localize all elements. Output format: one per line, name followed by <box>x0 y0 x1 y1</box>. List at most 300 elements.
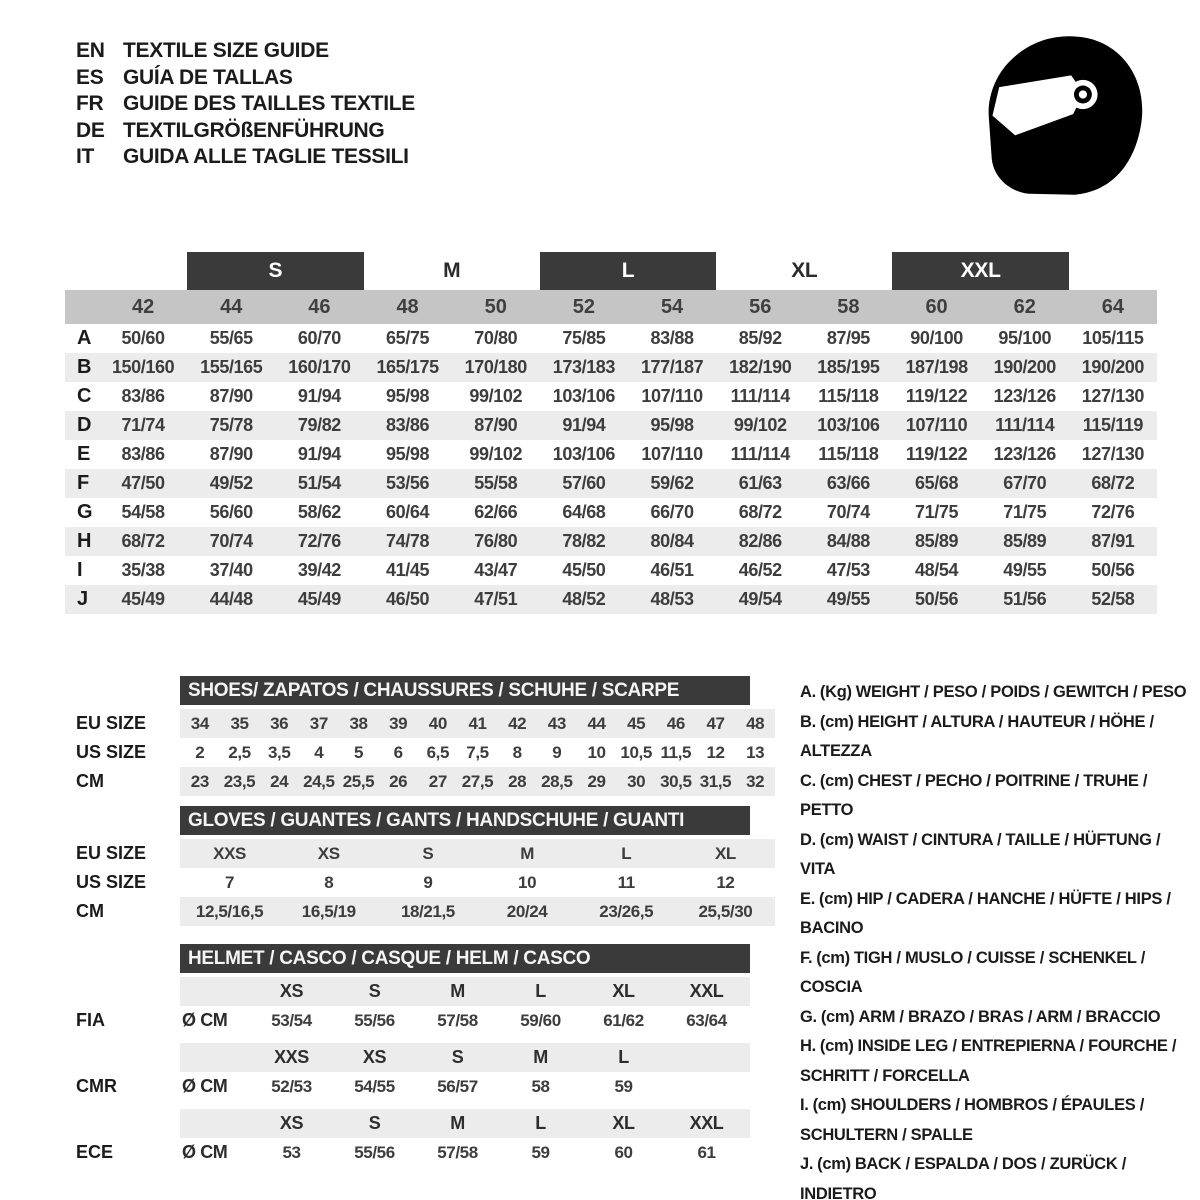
shoes-row <box>65 767 775 796</box>
helmet-size: XS <box>279 1113 304 1133</box>
gloves-values <box>180 868 775 897</box>
size-group-m: M <box>443 259 461 282</box>
legend-key: F. <box>800 948 813 967</box>
cell-value: 61/62 <box>603 1010 644 1030</box>
gloves-section-title: GLOVES / GUANTES / GANTS / HANDSCHUHE / GUANTI <box>180 806 750 835</box>
row-letter: F <box>77 472 90 494</box>
gloves-table <box>65 806 775 926</box>
cell-value: 45 <box>627 713 646 733</box>
legend-text: WAIST / CINTURA / TAILLE / HÜFTUNG / VITA <box>800 830 1161 878</box>
cell-value: 49/55 <box>1003 560 1047 580</box>
cell-value: M <box>520 843 534 863</box>
cell-value: 85/89 <box>915 531 959 551</box>
cell-value: 46/51 <box>650 560 694 580</box>
helmet-size: M <box>450 981 465 1001</box>
diameter-unit: Ø CM <box>182 1142 228 1162</box>
helmet-size-band-row <box>65 1043 750 1072</box>
language-code: IT <box>76 145 95 168</box>
cell-value: 84/88 <box>826 531 870 551</box>
cell-value: 71/75 <box>1003 502 1047 522</box>
cell-value: 85/89 <box>1003 531 1047 551</box>
cell-value: 60/64 <box>386 502 430 522</box>
helmet-size: S <box>368 981 381 1001</box>
language-title: GUIDA ALLE TAGLIE TESSILI <box>123 145 409 168</box>
language-row <box>76 65 415 92</box>
cell-value: 25,5/30 <box>698 901 753 921</box>
cell-value: 107/110 <box>641 386 703 406</box>
cell-value: 52/58 <box>1091 589 1135 609</box>
helmet-size-band <box>180 977 750 1006</box>
cell-value: 99/102 <box>469 444 523 464</box>
numeric-size: 54 <box>660 295 684 318</box>
cell-value: 80/84 <box>650 531 694 551</box>
cell-value: 190/200 <box>993 357 1056 377</box>
cell-value: 16,5/19 <box>301 901 356 921</box>
cell-value: 3,5 <box>267 742 291 762</box>
table-row <box>65 498 1157 527</box>
cell-value: 107/110 <box>905 415 968 435</box>
cell-value: 12 <box>716 872 735 892</box>
cell-value: 61/63 <box>738 473 782 493</box>
cell-value: 12,5/16,5 <box>195 901 264 921</box>
legend-unit: (cm) <box>819 712 854 731</box>
language-row <box>76 91 415 118</box>
cell-value: 87/90 <box>474 415 518 435</box>
cell-value: 54/55 <box>354 1076 395 1096</box>
cell-value: 58/62 <box>297 502 341 522</box>
language-title: GUÍA DE TALLAS <box>123 65 293 89</box>
shoes-row <box>65 709 775 738</box>
legend-unit: (cm) <box>812 1096 847 1114</box>
language-title: GUIDE DES TAILLES TEXTILE <box>123 92 415 115</box>
legend-unit: (cm) <box>819 830 854 849</box>
table-row <box>65 382 1157 411</box>
table-row <box>65 527 1157 556</box>
row-label: EU SIZE <box>76 713 147 733</box>
size-group-xxl: XXL <box>892 252 1068 290</box>
cell-value: 27 <box>428 771 447 791</box>
cell-value: 57/60 <box>562 473 606 493</box>
cell-value: 90/100 <box>910 328 963 348</box>
numeric-size: 58 <box>837 295 860 318</box>
helmet-value-row <box>65 1006 750 1035</box>
cell-value: 47/53 <box>826 560 870 580</box>
row-label: US SIZE <box>76 742 147 762</box>
cell-value: 20/24 <box>506 901 548 921</box>
textile-table-body <box>65 324 1157 614</box>
legend-key: D. <box>800 830 816 849</box>
cell-value: 87/90 <box>209 386 253 406</box>
helmet-size: XXL <box>689 981 724 1001</box>
cell-value: 13 <box>746 742 765 762</box>
row-label: EU SIZE <box>76 843 147 863</box>
helmet-table <box>65 944 750 1175</box>
cell-value: 50/60 <box>121 328 165 348</box>
cell-value: 95/98 <box>650 415 694 435</box>
cell-value: 50/56 <box>1091 560 1135 580</box>
cell-value: 49/54 <box>738 589 782 609</box>
cell-value: 53/56 <box>386 473 430 493</box>
cell-value: 52/53 <box>271 1076 312 1096</box>
cell-value: 47/51 <box>474 589 518 609</box>
racing-helmet-icon <box>978 26 1150 206</box>
cell-value: L <box>621 843 632 863</box>
helmet-size: XXL <box>689 1113 724 1133</box>
legend-key: E. <box>800 889 815 908</box>
legend-unit: (cm) <box>816 948 850 967</box>
cell-value: 68/72 <box>121 531 165 551</box>
cell-value: 91/94 <box>562 415 606 435</box>
cell-value: 107/110 <box>641 444 703 464</box>
row-label: CM <box>76 771 104 791</box>
cell-value: 49/52 <box>209 473 253 493</box>
table-row <box>65 353 1157 382</box>
diameter-unit: Ø CM <box>182 1010 228 1030</box>
legend-text: HIP / CADERA / HANCHE / HÜFTE / HIPS / BACINO <box>800 889 1171 937</box>
cell-value: 36 <box>270 713 289 733</box>
helmet-size: L <box>535 1113 546 1133</box>
cell-value: 155/165 <box>200 357 263 377</box>
helmet-size: L <box>535 981 546 1001</box>
cell-value: 103/106 <box>817 415 880 435</box>
cell-value: 23,5 <box>223 771 256 791</box>
cell-value: 32 <box>746 771 765 791</box>
legend-unit: (cm) <box>817 1155 851 1173</box>
cell-value: 44/48 <box>209 589 253 609</box>
cell-value: 47/50 <box>121 473 165 493</box>
legend-item <box>800 826 1200 885</box>
row-letter: J <box>77 588 89 610</box>
legend-item <box>800 1150 1200 1200</box>
language-list <box>76 38 415 171</box>
cell-value: 95/98 <box>386 386 430 406</box>
row-letter: D <box>77 414 92 436</box>
standard-label: CMR <box>76 1076 117 1096</box>
cell-value: 4 <box>314 742 324 762</box>
legend-key: C. <box>800 771 816 790</box>
cell-value: 26 <box>389 771 408 791</box>
cell-value: 5 <box>353 742 364 762</box>
cell-value: 10 <box>587 742 606 762</box>
cell-value: 28 <box>508 771 527 791</box>
cell-value: 45/49 <box>121 589 165 609</box>
gloves-row <box>65 839 775 868</box>
cell-value: 35/38 <box>121 560 165 580</box>
cell-value: 170/180 <box>464 357 527 377</box>
cell-value: 75/78 <box>209 415 253 435</box>
cell-value: 60/70 <box>297 328 341 348</box>
row-label: US SIZE <box>76 872 147 892</box>
cell-value: 95/98 <box>386 444 430 464</box>
cell-value: 75/85 <box>562 328 606 348</box>
helmet-section-title: HELMET / CASCO / CASQUE / HELM / CASCO <box>180 944 750 973</box>
helmet-value-row <box>65 1138 750 1167</box>
cell-value: 54/58 <box>121 502 165 522</box>
legend-item <box>800 678 1200 708</box>
helmet-values <box>180 1006 750 1035</box>
cell-value: 53/54 <box>271 1010 312 1030</box>
cell-value: 7 <box>225 872 235 892</box>
cell-value: 115/118 <box>818 386 879 406</box>
cell-value: 18/21,5 <box>400 901 455 921</box>
cell-value: 55/65 <box>209 328 253 348</box>
cell-value: 65/75 <box>386 328 430 348</box>
helmet-values <box>180 1072 750 1101</box>
row-letter: E <box>77 443 91 465</box>
row-label: CM <box>76 901 104 921</box>
helmet-rows <box>65 977 750 1167</box>
language-code: EN <box>76 39 105 62</box>
numeric-size: 60 <box>925 295 948 318</box>
legend-text: ARM / BRAZO / BRAS / ARM / BRACCIO <box>858 1007 1161 1026</box>
gloves-rows <box>65 839 775 926</box>
cell-value: 59/60 <box>520 1010 561 1030</box>
cell-value: 111/114 <box>730 444 790 464</box>
cell-value: 8 <box>512 742 522 762</box>
legend-text: SHOULDERS / HOMBROS / ÉPAULES / SCHULTERN / SPALLE <box>800 1096 1145 1144</box>
cell-value: 70/80 <box>474 328 518 348</box>
cell-value: 37 <box>309 713 328 733</box>
cell-value: 6,5 <box>426 742 450 762</box>
cell-value: 6 <box>393 742 403 762</box>
cell-value: 48/53 <box>650 589 694 609</box>
helmet-size: M <box>450 1113 465 1133</box>
row-letter: B <box>77 356 92 378</box>
cell-value: 62/66 <box>474 502 518 522</box>
cell-value: 61 <box>697 1142 716 1162</box>
helmet-size-band <box>180 1109 750 1138</box>
language-code: DE <box>76 118 105 142</box>
cell-value: 111/114 <box>730 386 790 406</box>
cell-value: 111/114 <box>995 415 1055 435</box>
cell-value: 23 <box>190 771 209 791</box>
cell-value: 150/160 <box>111 357 175 377</box>
language-row <box>76 144 415 171</box>
cell-value: 190/200 <box>1081 357 1145 377</box>
cell-value: XS <box>317 843 340 863</box>
cell-value: 185/195 <box>817 357 880 377</box>
cell-value: 23/26,5 <box>599 901 654 921</box>
cell-value: 2,5 <box>228 742 251 762</box>
cell-value: 123/126 <box>993 386 1056 406</box>
numeric-size: 46 <box>308 295 331 318</box>
cell-value: 46/50 <box>386 589 430 609</box>
cell-value: 119/122 <box>905 386 968 406</box>
cell-value: 50/56 <box>915 589 959 609</box>
table-row <box>65 324 1157 353</box>
language-code: ES <box>76 65 104 89</box>
cell-value: 95/100 <box>998 328 1052 348</box>
cell-value: 64/68 <box>562 502 606 522</box>
cell-value: 103/106 <box>552 444 616 464</box>
legend-key: A. <box>800 683 816 701</box>
legend-item <box>800 1032 1200 1091</box>
cell-value: 56/60 <box>209 502 253 522</box>
cell-value: 30 <box>627 771 646 791</box>
textile-size-table <box>65 252 1157 614</box>
cell-value: 82/86 <box>738 531 782 551</box>
cell-value: 115/118 <box>818 444 879 464</box>
cell-value: 35 <box>230 713 249 733</box>
helmet-size: XS <box>279 981 304 1001</box>
cell-value: 9 <box>423 872 433 892</box>
cell-value: 30,5 <box>660 771 692 791</box>
racing-helmet-svg <box>978 26 1150 206</box>
numeric-size: 56 <box>749 295 772 318</box>
cell-value: 182/190 <box>729 357 792 377</box>
cell-value: 59/62 <box>650 473 694 493</box>
language-title: TEXTILE SIZE GUIDE <box>123 39 329 62</box>
size-group-l: L <box>540 252 716 290</box>
cell-value: 103/106 <box>552 386 616 406</box>
legend-key: B. <box>800 712 816 731</box>
cell-value: 42 <box>508 713 527 733</box>
size-group-s: S <box>187 252 363 290</box>
cell-value: 68/72 <box>1091 473 1135 493</box>
cell-value: 40 <box>428 713 447 733</box>
legend-item <box>800 1091 1200 1150</box>
row-letter: I <box>77 559 83 581</box>
cell-value: 72/76 <box>297 531 341 551</box>
standard-label: ECE <box>76 1142 114 1162</box>
cell-value: 87/95 <box>826 328 870 348</box>
cell-value: 60 <box>614 1142 633 1162</box>
diameter-unit: Ø CM <box>182 1076 228 1096</box>
cell-value: 123/126 <box>993 444 1056 464</box>
cell-value: 34 <box>190 713 209 733</box>
table-row <box>65 469 1157 498</box>
shoes-values <box>180 738 775 767</box>
cell-value: XL <box>714 843 736 863</box>
shoes-row <box>65 738 775 767</box>
cell-value: 58 <box>531 1076 550 1096</box>
helmet-values <box>180 1138 750 1167</box>
cell-value: 63/64 <box>686 1010 727 1030</box>
cell-value: 49/55 <box>826 589 870 609</box>
language-row <box>76 118 415 145</box>
cell-value: 12 <box>706 742 725 762</box>
cell-value: 115/119 <box>1082 415 1144 435</box>
cell-value: 78/82 <box>562 531 606 551</box>
cell-value: 59 <box>531 1142 550 1162</box>
cell-value: 67/70 <box>1003 473 1047 493</box>
numeric-size: 52 <box>572 295 596 318</box>
cell-value: 57/58 <box>437 1010 478 1030</box>
cell-value: 76/80 <box>474 531 518 551</box>
language-row <box>76 38 415 65</box>
row-letter: G <box>77 501 93 523</box>
legend <box>800 678 1200 1200</box>
cell-value: 10 <box>518 872 537 892</box>
cell-value: 43 <box>547 713 566 733</box>
cell-value: 45/50 <box>562 560 606 580</box>
gloves-row <box>65 897 775 926</box>
cell-value: 173/183 <box>552 357 616 377</box>
cell-value: 48/52 <box>562 589 606 609</box>
numeric-size: 44 <box>220 295 243 318</box>
cell-value: 83/86 <box>121 444 165 464</box>
helmet-size: M <box>533 1047 548 1067</box>
legend-text: BACK / ESPALDA / DOS / ZURÜCK / INDIETRO <box>800 1155 1127 1200</box>
cell-value: 68/72 <box>738 502 782 522</box>
cell-value: 28,5 <box>541 771 573 791</box>
cell-value: 91/94 <box>297 386 341 406</box>
language-code: FR <box>76 92 104 115</box>
cell-value: 160/170 <box>288 357 351 377</box>
cell-value: 37/40 <box>209 560 253 580</box>
helmet-size: XXS <box>274 1047 309 1067</box>
legend-text: CHEST / PECHO / POITRINE / TRUHE / PETTO <box>800 771 1148 819</box>
cell-value: 59 <box>614 1076 633 1096</box>
cell-value: 187/198 <box>905 357 968 377</box>
cell-value: S <box>422 843 434 863</box>
cell-value: 127/130 <box>1081 386 1145 406</box>
cell-value: 119/122 <box>905 444 968 464</box>
cell-value: 48 <box>746 713 765 733</box>
helmet-size-band-row <box>65 977 750 1006</box>
cell-value: 27,5 <box>461 771 494 791</box>
cell-value: 39/42 <box>297 560 341 580</box>
cell-value: 45/49 <box>297 589 341 609</box>
legend-key: I. <box>800 1096 809 1114</box>
cell-value: 51/54 <box>297 473 341 493</box>
legend-unit: (cm) <box>819 1037 854 1055</box>
cell-value: 70/74 <box>826 502 870 522</box>
language-title: TEXTILGRÖßENFÜHRUNG <box>123 118 385 142</box>
legend-unit: (cm) <box>819 889 853 908</box>
helmet-size: S <box>368 1113 381 1133</box>
legend-key: J. <box>800 1155 814 1173</box>
cell-value: 8 <box>324 872 334 892</box>
cell-value: 99/102 <box>469 386 523 406</box>
cell-value: 70/74 <box>209 531 253 551</box>
numeric-size-band <box>65 290 1157 324</box>
cell-value: 46/52 <box>738 560 782 580</box>
legend-item <box>800 885 1200 944</box>
cell-value: 31,5 <box>699 771 732 791</box>
cell-value: 57/58 <box>437 1142 478 1162</box>
legend-key: G. <box>800 1007 817 1026</box>
cell-value: 39 <box>389 713 408 733</box>
helmet-size-band-row <box>65 1109 750 1138</box>
standard-label: FIA <box>76 1010 105 1030</box>
cell-value: 41/45 <box>386 560 430 580</box>
gloves-row <box>65 868 775 897</box>
cell-value: 74/78 <box>386 531 430 551</box>
gloves-values <box>180 897 775 926</box>
legend-item <box>800 708 1200 767</box>
cell-value: 83/86 <box>386 415 430 435</box>
helmet-size: XL <box>612 981 635 1001</box>
table-row <box>65 440 1157 469</box>
cell-value: 2 <box>195 742 205 762</box>
cell-value: 165/175 <box>376 357 439 377</box>
shoes-rows <box>65 709 775 796</box>
cell-value: 10,5 <box>620 742 652 762</box>
table-row <box>65 556 1157 585</box>
gloves-values <box>180 839 775 868</box>
cell-value: 83/88 <box>650 328 694 348</box>
cell-value: 11 <box>617 872 635 892</box>
cell-value: 24,5 <box>303 771 335 791</box>
numeric-size: 42 <box>131 295 155 318</box>
legend-text: INSIDE LEG / ENTREPIERNA / FOURCHE / SCHRITT / FORCELLA <box>800 1037 1177 1085</box>
cell-value: 47 <box>706 713 725 733</box>
helmet-size: L <box>618 1047 629 1067</box>
cell-value: 56/57 <box>437 1076 478 1096</box>
shoes-values <box>180 709 775 738</box>
helmet-size: S <box>451 1047 464 1067</box>
